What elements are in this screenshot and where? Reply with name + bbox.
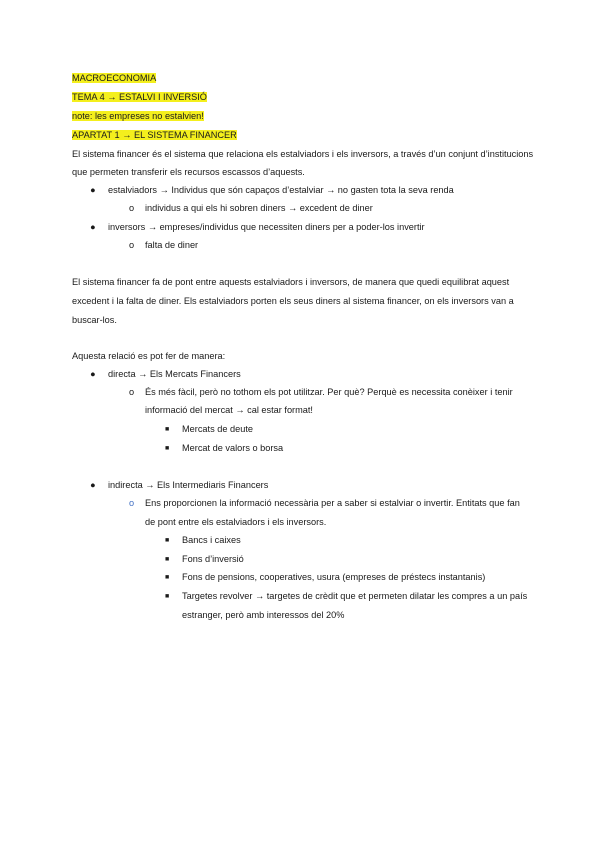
subject-heading: MACROECONOMIA xyxy=(72,73,157,83)
bullet-l3: ■ xyxy=(165,556,170,563)
bullet-l1: ● xyxy=(90,480,96,490)
intro-line-2: que permeten transferir els recursos escassos d’aquests. xyxy=(72,167,305,177)
bullet-l2: o xyxy=(129,387,135,397)
direct-desc-line-2: informació del mercat → cal estar format! xyxy=(145,405,313,415)
bullet-l1: ● xyxy=(90,369,96,379)
note-line: note: les empreses no estalvien! xyxy=(72,111,204,121)
indirect-item: Fons d’inversió xyxy=(182,554,244,564)
indirect-desc-line-1: Ens proporcionen la informació necessària per a saber si estalviar o invertir. Entitats que fan xyxy=(145,498,520,508)
bullet-l2: o xyxy=(129,203,135,213)
list-subitem-investors: falta de diner xyxy=(145,240,199,250)
section-heading: APARTAT 1 → EL SISTEMA FINANCER xyxy=(72,130,237,140)
para2-line-3: buscar-los. xyxy=(72,315,117,325)
bullet-l2: o xyxy=(129,498,135,508)
bullet-l3: ■ xyxy=(165,574,170,581)
list-item-savers: estalviadors → Individus que són capaços d’estalviar → no gasten tota la seva renda xyxy=(108,185,454,195)
bullet-l3: ■ xyxy=(165,445,170,452)
direct-desc-line-1: És més fàcil, però no tothom els pot utilitzar. Per què? Perquè es necessita conèixer i tenir xyxy=(145,387,513,397)
bullet-l2: o xyxy=(129,240,135,250)
indirect-item: Targetes revolver → targetes de crèdit que et permeten dilatar les compres a un país xyxy=(182,591,528,601)
direct-item: Mercats de deute xyxy=(182,424,253,434)
indirect-item: Fons de pensions, cooperatives, usura (empreses de préstecs instantanis) xyxy=(182,572,486,582)
para2-line-2: excedent i la falta de diner. Els estalviadors porten els seus diners al sistema financer, on els inversors van a xyxy=(72,296,514,306)
bullet-l1: ● xyxy=(90,185,96,195)
para3: Aquesta relació es pot fer de manera: xyxy=(72,351,226,361)
indirect-item: Bancs i caixes xyxy=(182,535,241,545)
direct-item: Mercat de valors o borsa xyxy=(182,443,284,453)
bullet-l1: ● xyxy=(90,222,96,232)
indirect-desc-line-2: de pont entre els estalviadors i els inversors. xyxy=(145,517,327,527)
bullet-l3: ■ xyxy=(165,537,170,544)
topic-heading: TEMA 4 → ESTALVI I INVERSIÓ xyxy=(72,92,207,102)
list-subitem-savers: individus a qui els hi sobren diners → excedent de diner xyxy=(145,203,373,213)
list-item-investors: inversors → empreses/individus que necessiten diners per a poder-los invertir xyxy=(108,222,425,232)
para2-line-1: El sistema financer fa de pont entre aquests estalviadors i inversors, de manera que quedi equilibrat aquest xyxy=(72,277,510,287)
bullet-l3: ■ xyxy=(165,593,170,600)
list-item-indirect: indirecta → Els Intermediaris Financers xyxy=(108,480,269,490)
indirect-item-continuation: estranger, però amb interessos del 20% xyxy=(182,610,345,620)
bullet-l3: ■ xyxy=(165,426,170,433)
intro-line-1: El sistema financer és el sistema que relaciona els estalviadors i els inversors, a través d’un conjunt d’institucions xyxy=(72,149,534,159)
list-item-direct: directa → Els Mercats Financers xyxy=(108,369,241,379)
